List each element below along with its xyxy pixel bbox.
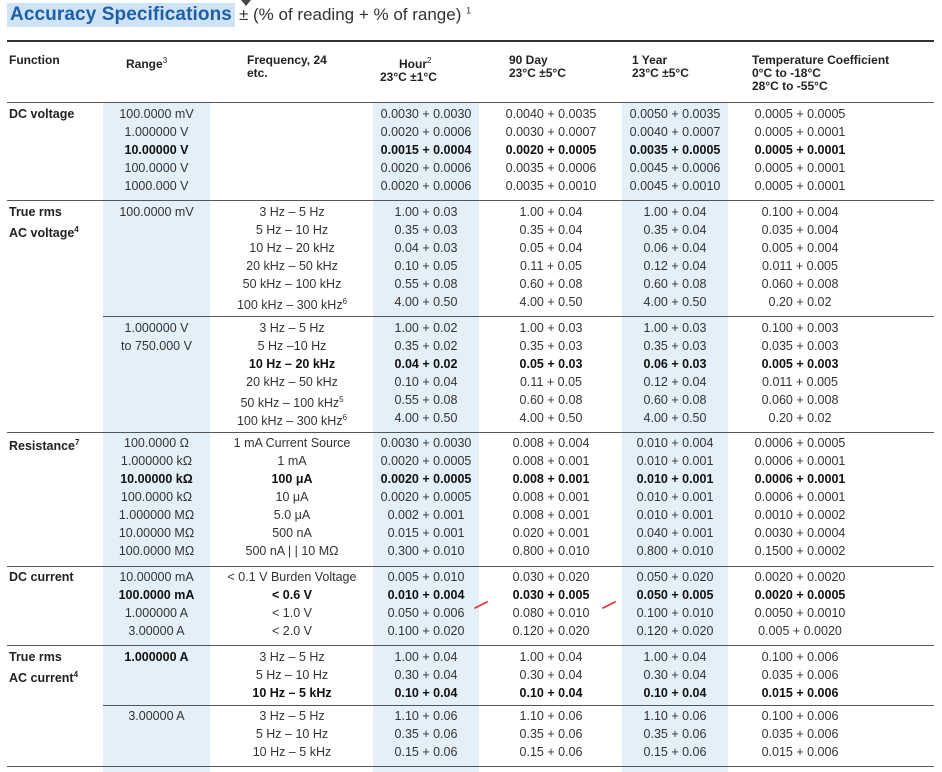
cell-freq-footnote: 5 (339, 395, 344, 404)
cell-freq: 3 Hz – 5 Hz (259, 709, 325, 723)
function-ac-voltage-line1: True rms (9, 205, 62, 219)
cell-d90: 0.10 + 0.04 (519, 686, 583, 700)
cell-d90: 0.020 + 0.001 (512, 526, 590, 540)
cell-freq: 100 kHz – 300 kHz$^6$ (236, 413, 348, 429)
cell-freq: 500 nA (272, 526, 312, 540)
cell-freq: 10 Hz – 20 kHz (248, 357, 336, 371)
cell-hour: 0.04 + 0.03 (394, 241, 458, 255)
cell-range: 100.0000 mV (119, 205, 194, 219)
cell-y1: 0.12 + 0.04 (643, 259, 707, 273)
cell-hour: 1.10 + 0.06 (394, 709, 458, 723)
cell-freq: 1 mA Current Source (233, 436, 351, 450)
cell-hour: 0.10 + 0.05 (394, 259, 458, 273)
cell-freq: < 2.0 V (272, 624, 312, 638)
section-rule (7, 645, 934, 646)
header-hour-line1: Hour (399, 57, 427, 71)
cell-d90: 0.35 + 0.04 (519, 223, 583, 237)
header-90day-line1: 90 Day (509, 53, 548, 67)
cell-hour: 0.010 + 0.004 (387, 588, 465, 602)
cell-d90: 0.080 + 0.010 (512, 606, 590, 620)
header-function-label: Function (9, 53, 60, 67)
cell-temp: 0.035 + 0.004 (761, 223, 839, 237)
header-hour-line2: 23°C ±1°C (380, 70, 437, 84)
cell-d90: 0.05 + 0.04 (519, 241, 583, 255)
cell-y1: 0.050 + 0.005 (636, 588, 714, 602)
cell-hour: 1.00 + 0.03 (394, 205, 458, 219)
cell-hour: 0.55 + 0.08 (394, 277, 458, 291)
section-rule (7, 566, 934, 567)
function-resistance-footnote: 7 (75, 438, 80, 447)
cell-d90: 0.030 + 0.005 (512, 588, 590, 602)
cell-temp: 0.035 + 0.006 (761, 668, 839, 682)
cell-hour: 0.10 + 0.04 (394, 686, 458, 700)
cell-y1: 0.15 + 0.06 (643, 745, 707, 759)
function-ac-voltage-footnote: 4 (74, 225, 79, 234)
cell-y1: 0.06 + 0.04 (643, 241, 707, 255)
cell-freq: 20 kHz – 50 kHz (246, 375, 338, 389)
header-frequency (247, 54, 327, 80)
cell-d90: 0.30 + 0.04 (519, 668, 583, 682)
header-90day (509, 54, 566, 80)
header-temperature-line3: 28°C to -55°C (752, 79, 828, 93)
cell-temp: 0.0006 + 0.0001 (754, 472, 846, 486)
cell-d90: 0.0040 + 0.0035 (505, 107, 597, 121)
cell-freq-footnote: 6 (342, 413, 348, 422)
title-subtitle-text: ± (% of reading + % of range) (238, 5, 462, 24)
cell-y1: 0.12 + 0.04 (643, 375, 707, 389)
annotation-check-icon (602, 601, 616, 609)
cell-freq: 500 nA | | 10 MΩ (245, 544, 339, 558)
cell-hour: 0.0020 + 0.0006 (380, 161, 472, 175)
header-1year-line1: 1 Year (632, 53, 668, 67)
cell-d90: 1.00 + 0.04 (519, 205, 583, 219)
cell-temp: 0.0010 + 0.0002 (754, 508, 846, 522)
section-rule (7, 432, 934, 433)
cell-d90: 0.60 + 0.08 (519, 393, 583, 407)
header-frequency-line1: Frequency, 24 (247, 53, 327, 67)
cell-y1: 0.35 + 0.03 (643, 339, 707, 353)
cell-hour: 0.0030 + 0.0030 (380, 107, 472, 121)
cell-hour: 0.002 + 0.001 (387, 508, 465, 522)
cell-range: to 750.000 V (121, 339, 192, 353)
cell-y1: 0.10 + 0.04 (643, 686, 707, 700)
cell-freq: 5 Hz – 10 Hz (255, 223, 329, 237)
cell-hour: 0.015 + 0.001 (387, 526, 465, 540)
cell-range: 10.00000 kΩ (120, 472, 193, 486)
cell-y1: 1.00 + 0.03 (643, 321, 707, 335)
title-subtitle (239, 5, 471, 24)
cell-freq: < 0.1 V Burden Voltage (227, 570, 357, 584)
function-ac-current-line2: AC current (9, 671, 74, 686)
section-rule (7, 200, 934, 201)
cell-y1: 1.10 + 0.06 (643, 709, 707, 723)
cell-temp: 0.005 + 0.003 (761, 357, 839, 371)
cell-hour: 0.35 + 0.03 (394, 223, 458, 237)
cell-y1: 0.60 + 0.08 (643, 393, 707, 407)
cell-freq: 100 μA (271, 472, 313, 486)
cell-d90: 0.030 + 0.020 (512, 570, 590, 584)
cell-range: 100.0000 Ω (124, 436, 189, 450)
cell-hour: 0.35 + 0.02 (394, 339, 458, 353)
cell-y1: 0.050 + 0.020 (636, 570, 714, 584)
function-resistance-label: Resistance (9, 439, 76, 454)
cell-range: 100.0000 mA (118, 588, 195, 602)
cell-y1: 4.00 + 0.50 (643, 295, 707, 309)
cell-d90: 0.05 + 0.03 (519, 357, 583, 371)
header-1year (632, 54, 689, 80)
cell-hour: 4.00 + 0.50 (394, 411, 458, 425)
cell-freq: 3 Hz – 5 Hz (259, 205, 325, 219)
function-resistance (9, 434, 79, 455)
cell-hour: 0.0015 + 0.0004 (380, 143, 472, 157)
cell-y1: 0.800 + 0.010 (636, 544, 714, 558)
cell-freq: 10 Hz – 5 kHz (252, 686, 332, 700)
cell-hour: 0.30 + 0.04 (394, 668, 458, 682)
cell-temp: 0.0006 + 0.0005 (754, 436, 846, 450)
cell-d90: 0.35 + 0.06 (519, 727, 583, 741)
cell-range: 1.000000 V (124, 321, 189, 335)
function-ac-current (9, 648, 78, 687)
cell-y1: 0.30 + 0.04 (643, 668, 707, 682)
cell-temp: 0.035 + 0.003 (761, 339, 839, 353)
cell-y1: 0.35 + 0.06 (643, 727, 707, 741)
section-rule (103, 316, 934, 317)
cell-hour: 0.0020 + 0.0005 (380, 472, 472, 486)
cell-d90: 1.00 + 0.03 (519, 321, 583, 335)
header-1year-line2: 23°C ±5°C (632, 66, 689, 80)
header-range-footnote: 3 (162, 56, 168, 65)
cell-temp: 0.20 + 0.02 (768, 411, 832, 425)
section-rule (103, 705, 934, 706)
cell-y1: 1.00 + 0.04 (643, 205, 707, 219)
section-rule (7, 766, 934, 767)
title-row (7, 3, 471, 33)
function-dc-voltage-label: DC voltage (9, 107, 75, 121)
cell-d90: 0.0035 + 0.0006 (505, 161, 597, 175)
cell-range: 10.00000 MΩ (118, 526, 195, 540)
header-hour-line1-wrap (380, 54, 437, 71)
cell-y1: 0.010 + 0.001 (636, 454, 714, 468)
cell-hour: 0.0020 + 0.0005 (380, 490, 472, 504)
cell-d90: 0.008 + 0.001 (512, 472, 590, 486)
cell-temp: 0.0030 + 0.0004 (754, 526, 846, 540)
cell-temp: 0.20 + 0.02 (768, 295, 832, 309)
cell-y1: 0.60 + 0.08 (643, 277, 707, 291)
cell-y1: 0.35 + 0.04 (643, 223, 707, 237)
cell-temp: 0.100 + 0.006 (761, 650, 839, 664)
text-cursor-caret-icon (241, 0, 251, 6)
cell-hour: 0.100 + 0.020 (387, 624, 465, 638)
header-frequency-line2: etc. (247, 66, 268, 80)
cell-y1: 0.120 + 0.020 (636, 624, 714, 638)
cell-d90: 0.008 + 0.001 (512, 490, 590, 504)
cell-range: 100.0000 kΩ (120, 490, 193, 504)
cell-y1: 1.00 + 0.04 (643, 650, 707, 664)
cell-y1: 0.040 + 0.001 (636, 526, 714, 540)
header-90day-line2: 23°C ±5°C (509, 66, 566, 80)
cell-range: 100.0000 V (124, 161, 189, 175)
cell-freq: 10 μA (275, 490, 309, 504)
cell-y1: 0.0045 + 0.0006 (629, 161, 721, 175)
cell-hour: 0.0020 + 0.0006 (380, 179, 472, 193)
cell-y1: 0.010 + 0.001 (636, 490, 714, 504)
cell-y1: 0.100 + 0.010 (636, 606, 714, 620)
cell-hour: 0.0020 + 0.0006 (380, 125, 472, 139)
cell-freq: 20 kHz – 50 kHz (246, 259, 338, 273)
cell-temp: 0.0005 + 0.0001 (754, 143, 846, 157)
cell-temp: 0.060 + 0.008 (761, 277, 839, 291)
annotation-check-icon (474, 601, 488, 609)
cell-hour: 0.04 + 0.02 (394, 357, 458, 371)
cell-d90: 0.15 + 0.06 (519, 745, 583, 759)
cell-hour: 0.35 + 0.06 (394, 727, 458, 741)
top-rule (7, 40, 934, 42)
cell-y1: 0.0050 + 0.0035 (629, 107, 721, 121)
function-dc-current-label: DC current (9, 570, 74, 584)
cell-range: 100.0000 MΩ (118, 544, 195, 558)
cell-temp: 0.060 + 0.008 (761, 393, 839, 407)
cell-temp: 0.1500 + 0.0002 (754, 544, 846, 558)
cell-y1: 0.0035 + 0.0005 (629, 143, 721, 157)
cell-d90: 4.00 + 0.50 (519, 411, 583, 425)
cell-d90: 0.35 + 0.03 (519, 339, 583, 353)
function-dc-voltage (9, 105, 74, 123)
cell-d90: 1.10 + 0.06 (519, 709, 583, 723)
cell-hour: 0.050 + 0.006 (387, 606, 465, 620)
cell-hour: 0.0030 + 0.0030 (380, 436, 472, 450)
cell-hour: 1.00 + 0.04 (394, 650, 458, 664)
cell-range: 1.000000 kΩ (120, 454, 193, 468)
cell-d90: 0.11 + 0.05 (520, 259, 582, 273)
cell-y1: 0.010 + 0.001 (636, 508, 714, 522)
cell-temp: 0.0005 + 0.0001 (754, 179, 846, 193)
function-ac-current-line2-wrap (9, 666, 78, 687)
cell-d90: 0.11 + 0.05 (520, 375, 582, 389)
cell-range: 1.000000 A (124, 650, 189, 664)
header-temperature-line1: Temperature Coefficient (752, 53, 890, 67)
cell-hour: 0.0020 + 0.0005 (380, 454, 472, 468)
function-ac-voltage-line2: AC voltage (9, 226, 75, 241)
cell-range: 1.000000 V (124, 125, 189, 139)
cell-temp: 0.0006 + 0.0001 (754, 490, 846, 504)
header-range (126, 54, 167, 71)
cell-freq: 3 Hz – 5 Hz (259, 321, 325, 335)
cell-hour: 0.55 + 0.08 (394, 393, 458, 407)
cell-hour: 0.005 + 0.010 (387, 570, 465, 584)
function-ac-voltage (9, 203, 79, 242)
cell-range: 1.000000 MΩ (118, 508, 195, 522)
cell-d90: 1.00 + 0.04 (519, 650, 583, 664)
cell-temp: 0.100 + 0.004 (761, 205, 839, 219)
cell-y1: 0.010 + 0.001 (636, 472, 714, 486)
cell-temp: 0.0050 + 0.0010 (754, 606, 846, 620)
cell-d90: 0.0030 + 0.0007 (505, 125, 597, 139)
cell-freq: 5 Hz – 10 Hz (255, 668, 329, 682)
cell-y1: 4.00 + 0.50 (643, 411, 707, 425)
cell-temp: 0.005 + 0.0020 (758, 624, 842, 638)
header-temperature-line2: 0°C to -18°C (752, 66, 821, 80)
cell-temp: 0.100 + 0.006 (761, 709, 839, 723)
cell-hour: 0.10 + 0.04 (394, 375, 458, 389)
cell-freq-footnote: 6 (342, 297, 348, 306)
cell-freq: 5.0 μA (273, 508, 311, 522)
cell-freq: < 1.0 V (272, 606, 312, 620)
cell-temp: 0.035 + 0.006 (761, 727, 839, 741)
cell-temp: 0.0005 + 0.0001 (754, 125, 846, 139)
header-range-label: Range (126, 57, 163, 71)
header-hour-footnote: 2 (427, 56, 432, 65)
cell-y1: 0.0040 + 0.0007 (629, 125, 721, 139)
function-ac-current-footnote: 4 (73, 670, 79, 679)
cell-d90: 0.0020 + 0.0005 (505, 143, 597, 157)
cell-hour: 4.00 + 0.50 (394, 295, 458, 309)
page-title[interactable]: Accuracy Specifications (7, 3, 235, 27)
cell-d90: 0.0035 + 0.0010 (505, 179, 597, 193)
header-hour (380, 54, 437, 84)
cell-range: 10.00000 mA (119, 570, 194, 584)
cell-y1: 0.010 + 0.004 (636, 436, 714, 450)
cell-temp: 0.015 + 0.006 (761, 745, 839, 759)
cell-d90: 0.008 + 0.001 (512, 508, 590, 522)
cell-freq: 3 Hz – 5 Hz (259, 650, 325, 664)
function-ac-voltage-line2-wrap (9, 221, 79, 242)
cell-d90: 0.008 + 0.001 (512, 454, 590, 468)
function-ac-current-line1: True rms (9, 650, 62, 664)
header-function (9, 54, 60, 67)
cell-range: 3.00000 A (128, 624, 185, 638)
cell-range: 1000.000 V (124, 179, 189, 193)
cell-range: 100.0000 mV (119, 107, 194, 121)
cell-range: 3.00000 A (128, 709, 185, 723)
cell-temp: 0.100 + 0.003 (761, 321, 839, 335)
cell-range: 10.00000 V (124, 143, 189, 157)
cell-freq: 50 kHz – 100 kHz$^5$ (240, 395, 344, 411)
cell-freq: 1 mA (277, 454, 307, 468)
cell-freq: 10 Hz – 5 kHz (252, 745, 332, 759)
function-dc-current (9, 568, 74, 586)
section-rule (7, 102, 934, 103)
cell-temp: 0.0020 + 0.0005 (754, 588, 846, 602)
header-temperature (752, 54, 889, 93)
cell-range: 1.000000 A (124, 606, 189, 620)
cell-temp: 0.011 + 0.005 (762, 375, 838, 389)
cell-freq: 10 Hz – 20 kHz (249, 241, 335, 255)
cell-d90: 0.008 + 0.004 (512, 436, 590, 450)
cell-temp: 0.0005 + 0.0005 (754, 107, 846, 121)
cell-d90: 0.60 + 0.08 (519, 277, 583, 291)
cell-temp: 0.0006 + 0.0001 (754, 454, 846, 468)
cell-d90: 4.00 + 0.50 (519, 295, 583, 309)
cell-temp: 0.0005 + 0.0001 (754, 161, 846, 175)
cell-d90: 0.120 + 0.020 (512, 624, 590, 638)
cell-freq: 5 Hz –10 Hz (257, 339, 327, 353)
cell-hour: 1.00 + 0.02 (394, 321, 458, 335)
title-footnote: 1 (466, 5, 472, 16)
cell-freq: 50 kHz – 100 kHz (242, 277, 342, 291)
cell-temp: 0.005 + 0.004 (761, 241, 839, 255)
cell-temp: 0.015 + 0.006 (761, 686, 839, 700)
cell-temp: 0.011 + 0.005 (762, 259, 838, 273)
cell-freq: 5 Hz – 10 Hz (255, 727, 329, 741)
cell-hour: 0.300 + 0.010 (387, 544, 465, 558)
cell-temp: 0.0020 + 0.0020 (754, 570, 846, 584)
cell-freq: < 0.6 V (272, 588, 312, 602)
cell-hour: 0.15 + 0.06 (394, 745, 458, 759)
cell-d90: 0.800 + 0.010 (512, 544, 590, 558)
cell-y1: 0.06 + 0.03 (643, 357, 707, 371)
cell-freq: 100 kHz – 300 kHz$^6$ (236, 297, 348, 313)
cell-y1: 0.0045 + 0.0010 (629, 179, 721, 193)
